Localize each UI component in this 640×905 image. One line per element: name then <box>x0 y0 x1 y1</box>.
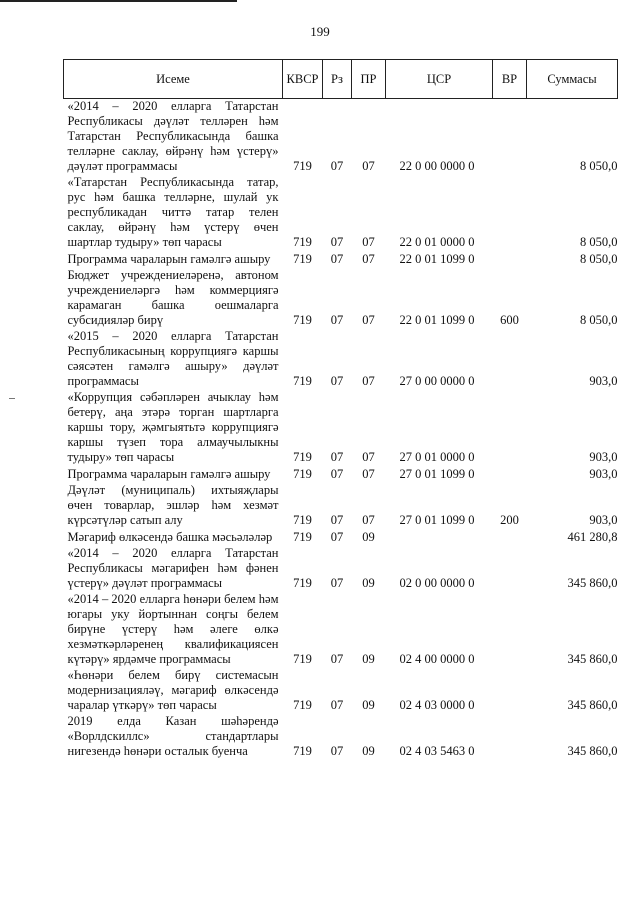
cell-name: Программа чараларын гамәлгә ашыру <box>67 252 271 266</box>
header-name: Исеме <box>64 60 283 99</box>
cell-csr: 22 0 01 1099 0 <box>399 252 475 266</box>
table-row <box>64 592 618 668</box>
cell-vr <box>493 668 527 714</box>
cell-sum: 345 860,0 <box>567 576 618 590</box>
cell-csr: 27 0 01 1099 0 <box>399 467 475 481</box>
table-row <box>64 529 618 546</box>
cell-csr: 02 0 00 0000 0 <box>399 576 475 590</box>
cell-pr: 09 <box>362 530 375 544</box>
cell-rz: 07 <box>330 313 344 327</box>
cell-sum: 903,0 <box>589 450 618 464</box>
cell-rz: 07 <box>330 530 344 544</box>
cell-vr <box>493 529 527 546</box>
budget-table <box>63 59 618 760</box>
margin-mark <box>9 398 15 399</box>
header-rz: Рз <box>323 60 352 99</box>
cell-name: «2014 – 2020 елларга һөнәри белем һәм югары уку йортыннан соңгы белем бирүне үстерү һәм әлеге өлкә хезмәткәрләренең квалификациясен күтәрү» ярдәмче программасы <box>67 592 279 666</box>
cell-pr: 09 <box>362 744 375 758</box>
table-row <box>64 329 618 390</box>
cell-vr <box>493 592 527 668</box>
cell-csr: 27 0 00 0000 0 <box>399 374 475 388</box>
header-csr: ЦСР <box>386 60 493 99</box>
cell-kvsr: 719 <box>293 450 312 464</box>
cell-pr: 09 <box>362 576 375 590</box>
cell-rz: 07 <box>330 576 344 590</box>
cell-sum: 8 050,0 <box>580 159 618 173</box>
table-row <box>64 483 618 529</box>
cell-kvsr: 719 <box>293 313 312 327</box>
cell-name: Программа чараларын гамәлгә ашыру <box>67 467 271 481</box>
table-row <box>64 546 618 592</box>
cell-rz: 07 <box>330 235 344 249</box>
cell-rz: 07 <box>330 252 344 266</box>
cell-kvsr: 719 <box>293 744 312 758</box>
cell-name: «Һөнәри белем бирү системасын модернизацияләү, мәгариф өлкәсендә чаралар үткәрү» төп чарасы <box>67 668 279 712</box>
cell-name: «Татарстан Республикасында татар, рус һәм башка телләрне, шулай ук республикадан читтә татар телен саклау, өйрәнү һәм үстерү өчен шартлар тудыру» төп чарасы <box>67 175 279 249</box>
cell-vr <box>493 466 527 483</box>
cell-csr: 22 0 01 0000 0 <box>399 235 475 249</box>
cell-vr <box>493 175 527 251</box>
cell-name: «2014 – 2020 елларга Татарстан Республикасы дәүләт телләрен һәм Татарстан Республикасында башка телләрне саклау, өйрәнү һәм үстерү» дәүләт программасы <box>67 99 279 173</box>
cell-sum: 903,0 <box>589 374 618 388</box>
cell-vr <box>493 714 527 760</box>
cell-vr: 200 <box>500 513 519 527</box>
cell-kvsr: 719 <box>293 467 312 481</box>
page-number: 199 <box>310 24 330 39</box>
cell-pr: 07 <box>362 513 375 527</box>
cell-kvsr: 719 <box>293 698 312 712</box>
cell-rz: 07 <box>330 467 344 481</box>
cell-rz: 07 <box>330 652 344 666</box>
table-row <box>64 175 618 251</box>
cell-name: Бюджет учреждениеләренә, автоном учреждениеләргә һәм коммерциягә карамаган башка оешмаларга субсидияләр бирү <box>67 268 279 327</box>
header-pr: ПР <box>352 60 386 99</box>
cell-sum: 8 050,0 <box>580 235 618 249</box>
table-row <box>64 668 618 714</box>
table-row <box>64 268 618 329</box>
cell-name: Мәгариф өлкәсендә башка мәсьәләләр <box>67 530 273 544</box>
header-sum: Суммасы <box>527 60 618 99</box>
cell-sum: 8 050,0 <box>580 313 618 327</box>
header-row <box>64 60 618 99</box>
cell-pr: 09 <box>362 652 375 666</box>
header-vr: ВР <box>493 60 527 99</box>
cell-name: 2019 елда Казан шәһәрендә «Ворлдскиллс» стандартлары нигезендә һөнәри осталык буенча <box>67 714 279 758</box>
cell-name: Дәүләт (муниципаль) ихтыяҗлары өчен товарлар, эшләр һәм хезмәт күрсәтүләр сатып алу <box>67 483 279 527</box>
cell-csr <box>386 529 493 546</box>
header-kvsr: КВСР <box>283 60 323 99</box>
cell-sum: 903,0 <box>589 513 618 527</box>
cell-pr: 09 <box>362 698 375 712</box>
cell-name: «2015 – 2020 елларга Татарстан Республикасының коррупциягә каршы сәясәтен гамәлгә ашыру» дәүләт программасы <box>67 329 279 388</box>
cell-csr: 02 4 03 5463 0 <box>399 744 475 758</box>
cell-kvsr: 719 <box>293 576 312 590</box>
table-row <box>64 466 618 483</box>
cell-csr: 22 0 00 0000 0 <box>399 159 475 173</box>
cell-rz: 07 <box>330 450 344 464</box>
cell-kvsr: 719 <box>293 374 312 388</box>
cell-rz: 07 <box>330 744 344 758</box>
cell-pr: 07 <box>362 450 375 464</box>
cell-rz: 07 <box>330 698 344 712</box>
cell-csr: 27 0 01 1099 0 <box>399 513 475 527</box>
cell-vr <box>493 99 527 176</box>
cell-pr: 07 <box>362 374 375 388</box>
cell-pr: 07 <box>362 467 375 481</box>
table-row <box>64 390 618 466</box>
cell-sum: 903,0 <box>589 467 618 481</box>
cell-kvsr: 719 <box>293 652 312 666</box>
cell-sum: 345 860,0 <box>567 698 618 712</box>
cell-rz: 07 <box>330 513 344 527</box>
cell-pr: 07 <box>362 252 375 266</box>
cell-kvsr: 719 <box>293 252 312 266</box>
cell-pr: 07 <box>362 235 375 249</box>
cell-kvsr: 719 <box>293 159 312 173</box>
cell-sum: 345 860,0 <box>567 652 618 666</box>
cell-kvsr: 719 <box>293 513 312 527</box>
cell-sum: 461 280,8 <box>567 530 618 544</box>
top-rule <box>0 0 237 2</box>
cell-csr: 27 0 01 0000 0 <box>399 450 475 464</box>
cell-kvsr: 719 <box>293 530 312 544</box>
cell-vr <box>493 546 527 592</box>
cell-sum: 8 050,0 <box>580 252 618 266</box>
cell-csr: 02 4 03 0000 0 <box>399 698 475 712</box>
cell-kvsr: 719 <box>293 235 312 249</box>
cell-vr: 600 <box>500 313 519 327</box>
cell-csr: 02 4 00 0000 0 <box>399 652 475 666</box>
cell-sum: 345 860,0 <box>567 744 618 758</box>
cell-name: «2014 – 2020 елларга Татарстан Республикасы мәгарифен һәм фәнен үстерү» дәүләт программасы <box>67 546 279 590</box>
table-row <box>64 714 618 760</box>
cell-vr <box>493 390 527 466</box>
cell-pr: 07 <box>362 159 375 173</box>
table-row <box>64 251 618 268</box>
cell-vr <box>493 329 527 390</box>
cell-vr <box>493 251 527 268</box>
cell-pr: 07 <box>362 313 375 327</box>
cell-name: «Коррупция сәбәпләрен ачыклау һәм бетерү, аңа этәрә торган шартларга каршы тору, җәмгыятьтә коррупциягә каршы түзеп тора алмаучылыкны тудыру» төп чарасы <box>67 390 279 464</box>
cell-rz: 07 <box>330 159 344 173</box>
table-row <box>64 99 618 176</box>
cell-rz: 07 <box>330 374 344 388</box>
cell-csr: 22 0 01 1099 0 <box>399 313 475 327</box>
